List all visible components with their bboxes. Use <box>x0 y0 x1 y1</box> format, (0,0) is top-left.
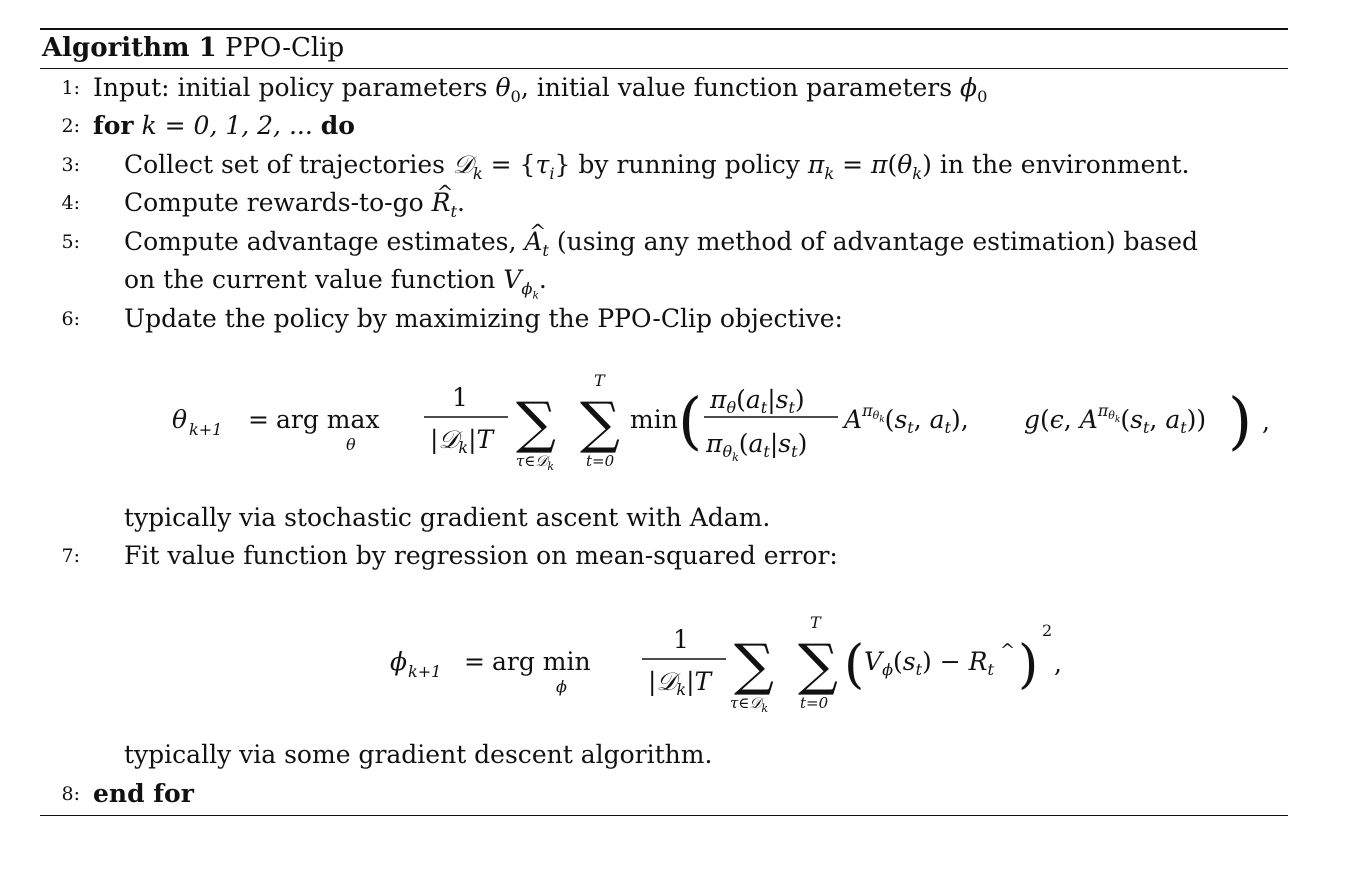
line-number: 6: <box>61 308 80 330</box>
line-number: 4: <box>61 192 80 214</box>
eq-lhs-sub: k+1 <box>189 420 223 439</box>
line-text: typically via some gradient descent algorithm. <box>124 740 713 769</box>
caption-rule <box>40 68 1288 69</box>
eq2-sum-2: ∑ <box>798 633 838 698</box>
bottom-rule <box>40 815 1288 816</box>
eq-sum-2-under: t=0 <box>586 452 615 470</box>
line-number: 3: <box>61 154 80 176</box>
eq2-frac-num: 1 <box>673 625 689 654</box>
algorithm-label: Algorithm 1 <box>42 33 217 63</box>
eq-sum-1: ∑ <box>516 391 556 456</box>
svg-text:Vϕ(st) − Rt: $V_\phi(s_t) - R_t$ <box>864 647 994 679</box>
eq2-sum-2-over: T <box>810 613 821 632</box>
line-text: for k = 0, 1, 2, ... do <box>93 111 355 140</box>
svg-text:g(ϵ, Aπθk(st, at)): g(ϵ, $A^\pi\theta k(s_t$, $a_t$)) <box>1024 401 1207 437</box>
svg-text:,: , <box>1054 649 1062 678</box>
line-number: 2: <box>61 115 80 137</box>
line-text: Fit value function by regression on mean-squared error: <box>124 541 838 570</box>
svg-text:(: ( <box>678 384 703 457</box>
svg-text:=: = <box>248 405 269 434</box>
line-number: 8: <box>61 783 80 805</box>
svg-text:2: 2 <box>1042 621 1053 640</box>
line-text: Compute advantage estimates, ^ $A_t$ (using any method of advantage estimation) based <box>124 226 1198 258</box>
eq2-argmin: arg min <box>492 647 591 676</box>
line-text: on the current value function $V_{\phi_k}$. <box>124 265 547 302</box>
line-number: 1: <box>61 77 80 99</box>
eq2-lhs: ϕ <box>390 647 408 676</box>
svg-text:(: ( <box>844 635 865 695</box>
eq2-argmin-under: ϕ <box>556 677 567 696</box>
svg-text:^: ^ <box>1000 640 1016 661</box>
eq2-sum-1: ∑ <box>734 633 774 698</box>
eq-sum-2-over: T <box>594 371 605 390</box>
eq2-lhs-sub: k+1 <box>408 662 442 681</box>
svg-text:πθ(at|st): $\pi_\theta(a_t|s_t)$ <box>710 385 805 417</box>
eq-lhs: θ <box>172 405 188 434</box>
algorithm-name: PPO-Clip <box>224 33 345 63</box>
line-number: 5: <box>61 231 80 253</box>
policy-update-equation <box>170 366 1270 476</box>
eq-argmax-under: θ <box>346 435 356 454</box>
line-text: end for <box>93 779 194 808</box>
svg-text:|𝒟k|T: |𝒟$_k$|T <box>648 667 712 699</box>
line-text: Compute rewards-to-go ^ $R_t$. <box>124 187 465 219</box>
eq-min: min <box>630 405 678 434</box>
eq2-sum-1-under: τ∈𝒟$_k$ <box>730 694 769 715</box>
eq2-sum-2-under: t=0 <box>800 694 829 712</box>
svg-text:|𝒟k|T: |𝒟$_k$|T <box>430 425 494 457</box>
eq-argmax: arg max <box>276 405 380 434</box>
line-number: 7: <box>61 545 80 567</box>
eq-sum-1-under: τ∈𝒟$_k$ <box>516 452 555 473</box>
svg-text:): ) <box>1228 384 1253 457</box>
line-text: Collect set of trajectories 𝒟$_k$ = $\{\tau_i\}$ by running policy $\pi_k = \pi(\theta_k)$ in the environment. <box>124 150 1190 183</box>
svg-text:,: , <box>1262 407 1270 436</box>
svg-text:πθk(at|st): $\pi_\theta k(a_t|s_t)$ <box>706 429 808 464</box>
line-text: Input: initial policy parameters $\theta_0$, initial value function parameters $\phi_0$ <box>93 73 988 106</box>
line-text: typically via stochastic gradient ascent with Adam. <box>124 503 771 532</box>
svg-text:): ) <box>1018 635 1039 695</box>
algorithm-caption <box>42 31 344 65</box>
line-text: Update the policy by maximizing the PPO-Clip objective: <box>124 304 843 333</box>
eq-frac-num: 1 <box>452 383 468 412</box>
svg-text:Aπθk(st, at),: $A^\pi\theta k(s_t$, $a_t$), <box>844 401 969 437</box>
value-update-equation <box>388 610 1088 720</box>
top-rule <box>40 28 1288 30</box>
eq-sum-2: ∑ <box>580 391 620 456</box>
svg-text:=: = <box>464 647 485 676</box>
